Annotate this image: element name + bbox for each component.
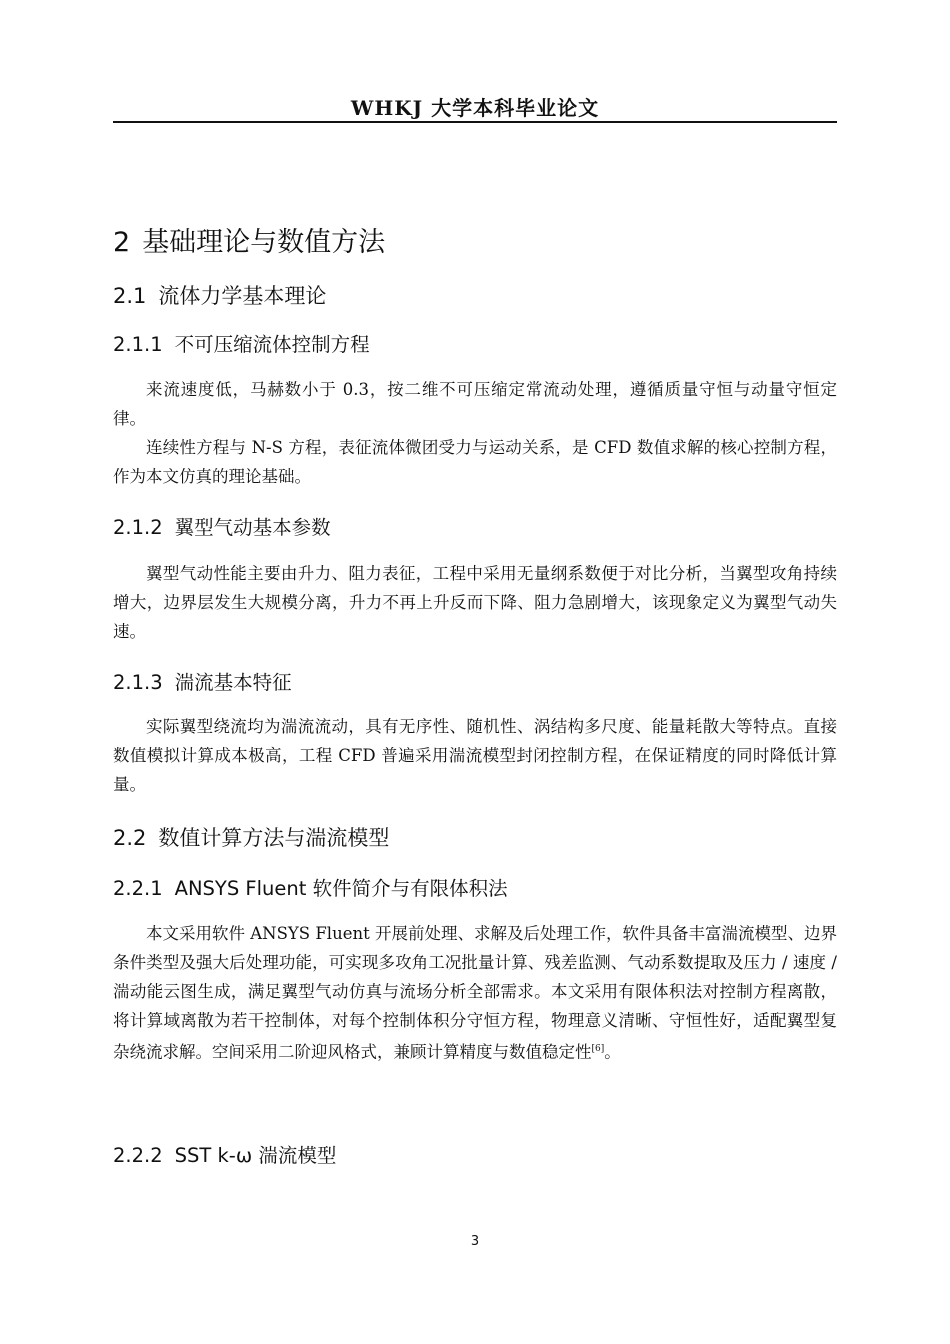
page-number: 3 — [470, 1234, 480, 1249]
subsection-number: 2.1.2 — [113, 516, 163, 539]
paragraph — [113, 919, 837, 1067]
subsection-number: 2.2.2 — [113, 1144, 163, 1167]
subsection-number: 2.1.1 — [113, 333, 163, 356]
header-rule — [113, 121, 837, 123]
subsection-heading-2-1-3 — [113, 667, 292, 695]
chapter-title: 基础理论与数值方法 — [142, 227, 386, 258]
paragraph-end: 。 — [604, 1042, 621, 1062]
paragraph-text: 本文采用软件 ANSYS Fluent 开展前处理、求解及后处理工作，软件具备丰富湍流模型、边界条件类型及强大后处理功能，可实现多攻角工况批量计算、残差监测、气动系数提取及压力 / 速度 / 湍动能云图生成，满足翼型气动仿真与流场分析全部需求。本文采用有限体积法对控制方程离散，将计算域离散为若干控制体，对每个控制体积分守恒方程，物理意义清晰、守恒性好，适配翼型复杂绕流求解。空间采用二阶迎风格式，兼顾计算精度与数值稳定性 — [113, 924, 837, 1062]
subsection-title: 不可压缩流体控制方程 — [174, 333, 370, 356]
subsection-title: ANSYS Fluent 软件简介与有限体积法 — [174, 877, 508, 900]
section-title: 流体力学基本理论 — [158, 284, 327, 308]
subsection-heading-2-1-1 — [113, 329, 370, 357]
subsection-title: 湍流基本特征 — [174, 671, 292, 694]
section-number: 2.2 — [113, 826, 147, 850]
subsection-number: 2.2.1 — [113, 877, 163, 900]
running-header: WHKJ 大学本科毕业论文 — [350, 96, 600, 120]
chapter-number: 2 — [113, 227, 131, 258]
paragraph: 实际翼型绕流均为湍流流动，具有无序性、随机性、涡结构多尺度、能量耗散大等特点。直接数值模拟计算成本极高，工程 CFD 普遍采用湍流模型封闭控制方程，在保证精度的同时降低计算量。 — [113, 717, 837, 794]
subsection-heading-2-1-2 — [113, 512, 331, 540]
subsection-heading-2-2-2 — [113, 1140, 336, 1168]
paragraph: 翼型气动性能主要由升力、阻力表征，工程中采用无量纲系数便于对比分析，当翼型攻角持续增大，边界层发生大规模分离，升力不再上升反而下降、阻力急剧增大，该现象定义为翼型气动失速。 — [113, 564, 837, 641]
subsection-title: SST k-ω 湍流模型 — [174, 1144, 337, 1167]
section-heading-2-1 — [113, 280, 326, 310]
paragraph: 连续性方程与 N-S 方程，表征流体微团受力与运动关系，是 CFD 数值求解的核心控制方程，作为本文仿真的理论基础。 — [113, 438, 837, 486]
section-title: 数值计算方法与湍流模型 — [158, 826, 390, 850]
section-number: 2.1 — [113, 284, 147, 308]
section-heading-2-2 — [113, 822, 389, 852]
chapter-heading — [113, 220, 385, 259]
subsection-heading-2-2-1 — [113, 873, 508, 901]
paragraph: 来流速度低，马赫数小于 0.3，按二维不可压缩定常流动处理，遵循质量守恒与动量守恒定律。 — [113, 380, 837, 428]
subsection-number: 2.1.3 — [113, 671, 163, 694]
subsection-title: 翼型气动基本参数 — [174, 516, 331, 539]
citation: [6] — [591, 1044, 605, 1054]
